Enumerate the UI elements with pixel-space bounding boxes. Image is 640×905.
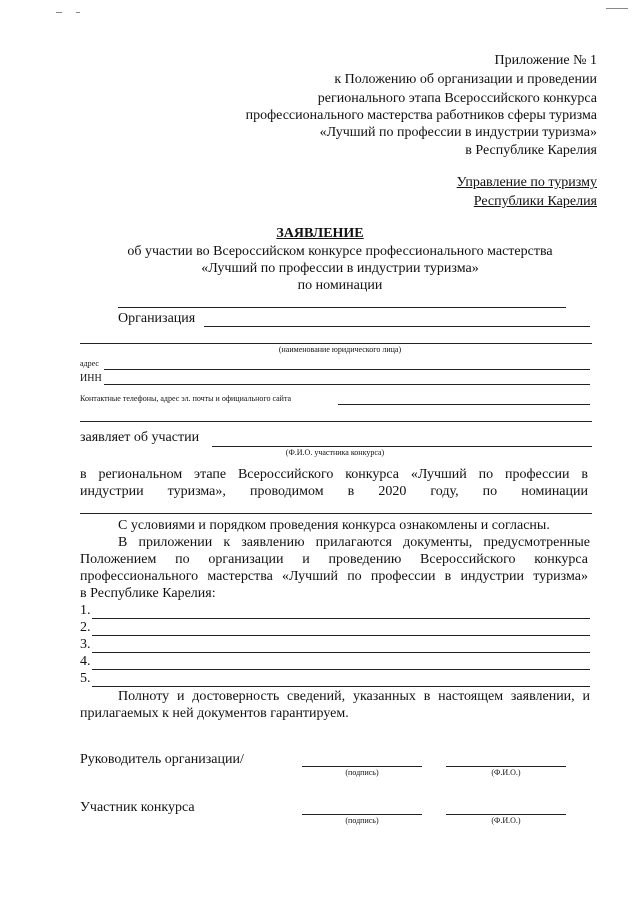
organization-caption: (наименование юридического лица) <box>278 345 402 354</box>
declares-label: заявляет об участии <box>80 430 200 445</box>
inn-field-line <box>104 384 590 385</box>
paragraph-line: С условиями и порядком проведения конкурса ознакомлены и согласны. <box>118 518 550 533</box>
list-item-number: 2. <box>80 620 91 635</box>
nomination-field-line <box>80 513 592 514</box>
paragraph-line: индустрии туризма», проводимом в 2020 году, по номинации <box>80 484 588 499</box>
list-item-number: 4. <box>80 654 91 669</box>
title-subtitle: об участии во Всероссийском конкурсе профессионального мастерства <box>127 244 553 259</box>
contacts-field-line <box>80 421 592 422</box>
name-line <box>446 814 566 815</box>
address-field-line <box>104 369 590 370</box>
paragraph-line: прилагаемых к ней документов гарантируем. <box>80 706 349 721</box>
title-subtitle: «Лучший по профессии в индустрии туризма» <box>201 261 479 276</box>
scan-mark <box>76 12 80 13</box>
paragraph-line: Полноту и достоверность сведений, указанных в настоящем заявлении, и <box>118 689 590 704</box>
contacts-field-line <box>338 404 590 405</box>
participant-field-line <box>212 446 592 447</box>
nomination-field-line <box>118 307 566 308</box>
inn-label: ИНН <box>80 373 102 384</box>
name-caption: (Ф.И.О.) <box>491 768 521 777</box>
paragraph-line: профессионального мастерства «Лучший по профессии в индустрии туризма» <box>80 569 588 584</box>
name-caption: (Ф.И.О.) <box>491 816 521 825</box>
appendix-line: профессионального мастерства работников сферы туризма <box>245 108 597 123</box>
appendix-line: Приложение № 1 <box>494 53 597 68</box>
list-item-line <box>92 618 590 619</box>
appendix-line: «Лучший по профессии в индустрии туризма» <box>319 125 597 140</box>
list-item-number: 5. <box>80 671 91 686</box>
paragraph-line: в региональном этапе Всероссийского конкурса «Лучший по профессии в <box>80 467 588 482</box>
list-item-number: 1. <box>80 603 91 618</box>
signature-caption: (подпись) <box>345 816 379 825</box>
signature-line <box>302 766 422 767</box>
appendix-line: в Республике Карелия <box>465 143 597 158</box>
list-item-line <box>92 686 590 687</box>
list-item-line <box>92 652 590 653</box>
organization-field-line <box>80 343 592 344</box>
title-subtitle: по номинации <box>297 278 383 293</box>
paragraph-line: в Республике Карелия: <box>80 586 216 601</box>
organization-field-line <box>204 326 590 327</box>
list-item-line <box>92 669 590 670</box>
scan-mark <box>606 8 628 9</box>
list-item-number: 3. <box>80 637 91 652</box>
participant-signature-label: Участник конкурса <box>80 800 195 815</box>
appendix-line: к Положению об организации и проведении <box>334 72 597 87</box>
appendix-line: регионального этапа Всероссийского конкурса <box>317 91 597 106</box>
signature-caption: (подпись) <box>345 768 379 777</box>
organization-label: Организация <box>118 311 196 326</box>
head-signature-label: Руководитель организации/ <box>80 752 244 767</box>
signature-line <box>302 814 422 815</box>
addressee-line: Республики Карелия <box>473 194 597 209</box>
scan-mark <box>56 12 62 13</box>
name-line <box>446 766 566 767</box>
address-label: адрес <box>80 359 99 368</box>
paragraph-line: Положением по организации и проведению Всероссийского конкурса <box>80 552 588 567</box>
paragraph-line: В приложении к заявлению прилагаются документы, предусмотренные <box>118 535 590 550</box>
participant-caption: (Ф.И.О. участника конкурса) <box>285 448 385 457</box>
list-item-line <box>92 635 590 636</box>
addressee-line: Управление по туризму <box>456 175 597 190</box>
contacts-label: Контактные телефоны, адрес эл. почты и официального сайта <box>80 394 292 403</box>
document-title: ЗАЯВЛЕНИЕ <box>276 226 364 241</box>
